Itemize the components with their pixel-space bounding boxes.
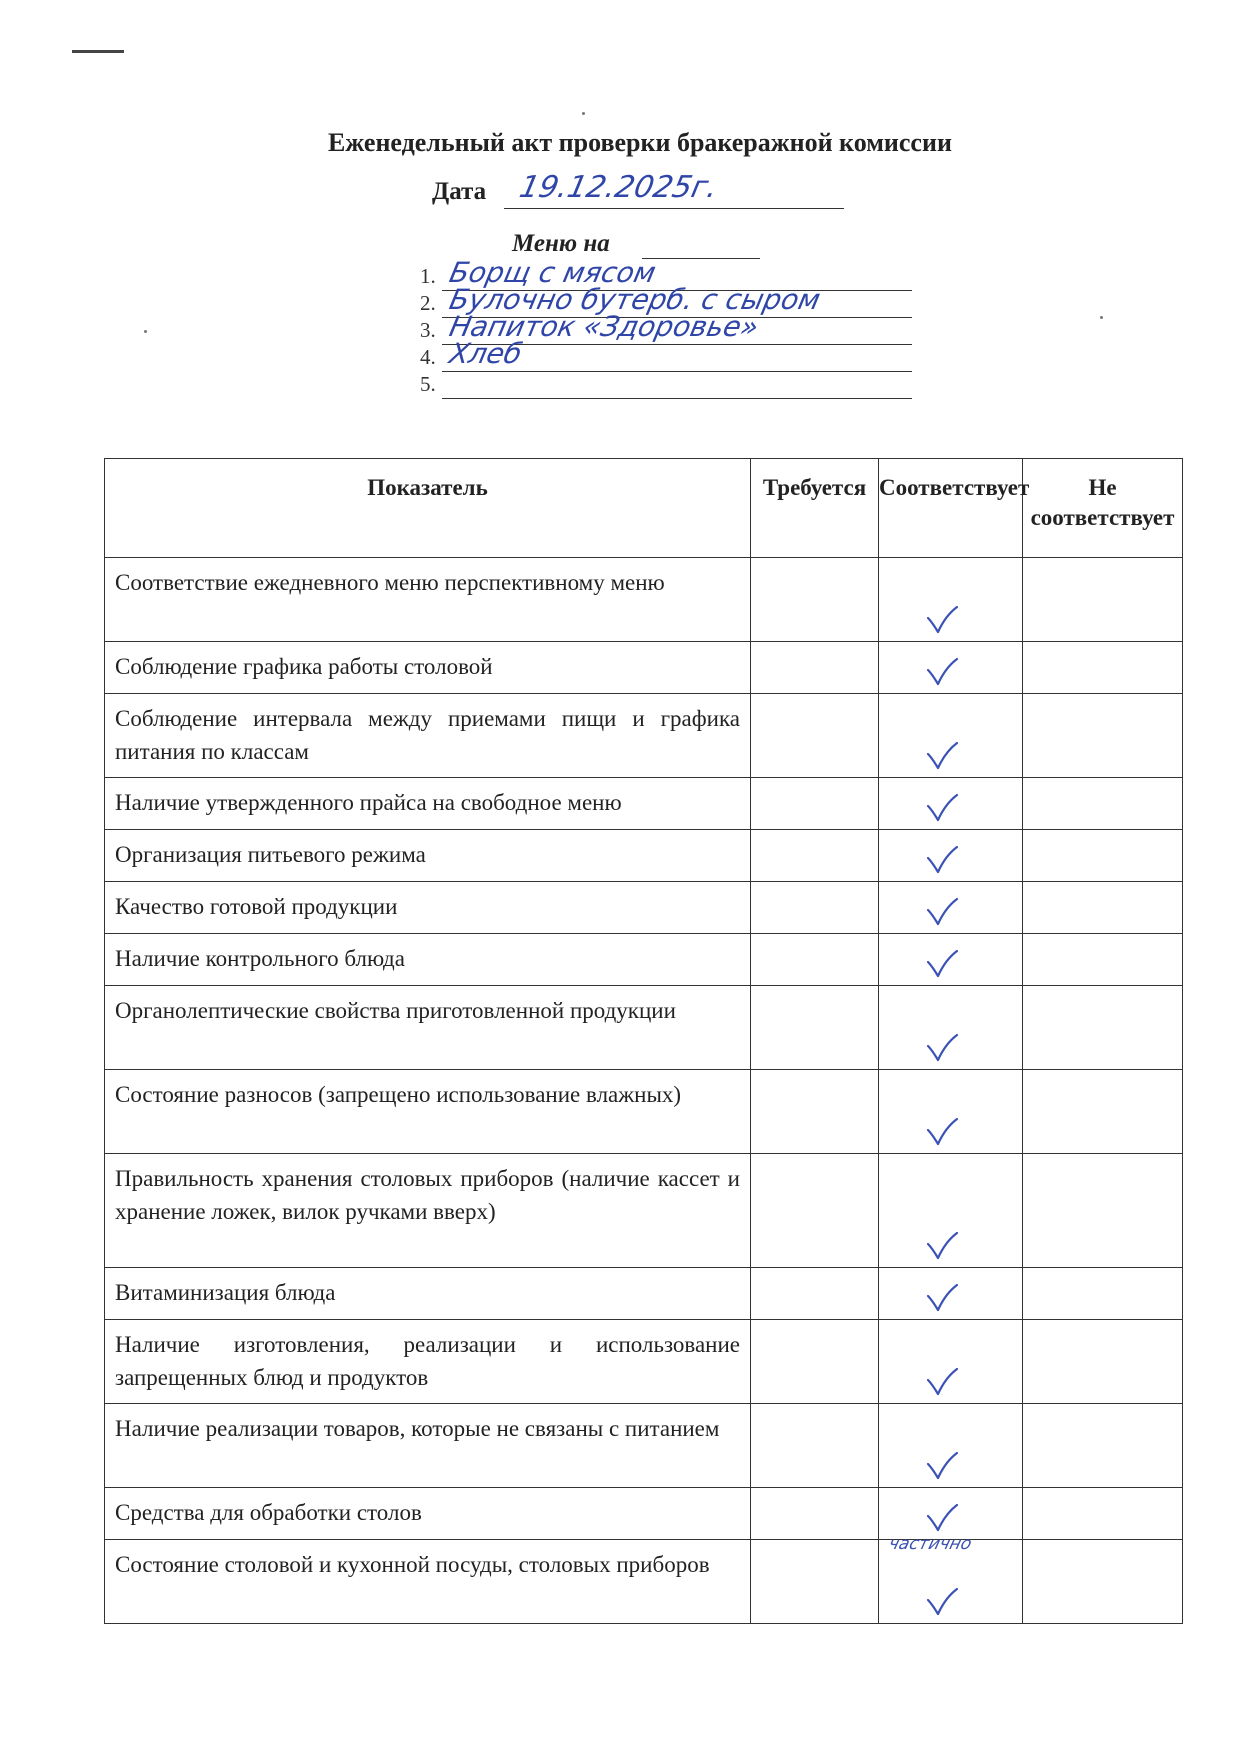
menu-heading [512, 230, 610, 258]
indicator-cell: Соблюдение графика работы столовой [105, 642, 751, 694]
complies-cell [879, 830, 1023, 882]
check-mark-icon [925, 1367, 959, 1397]
menu-item [420, 337, 910, 373]
table-row [105, 934, 1183, 986]
menu-item-number: 4. [420, 345, 436, 369]
not-complies-cell [1023, 694, 1183, 778]
table-row [105, 830, 1183, 882]
menu-underline [642, 258, 760, 259]
not-complies-cell [1023, 642, 1183, 694]
check-mark-icon [925, 1283, 959, 1313]
required-cell [751, 1488, 879, 1540]
indicator-cell: Наличие реализации товаров, которые не связаны с питанием [105, 1404, 751, 1488]
menu-item-text: Борщ с мясом [446, 256, 659, 289]
table-row [105, 1268, 1183, 1320]
not-complies-cell [1023, 1154, 1183, 1268]
not-complies-cell [1023, 1070, 1183, 1154]
not-complies-cell [1023, 830, 1183, 882]
required-cell [751, 934, 879, 986]
table-row [105, 694, 1183, 778]
check-mark-icon [925, 1451, 959, 1481]
not-complies-cell [1023, 1404, 1183, 1488]
menu-item-text: Напиток «Здоровье» [446, 310, 762, 343]
not-complies-cell [1023, 934, 1183, 986]
menu-label: Меню на [512, 230, 610, 257]
menu-item-number: 2. [420, 291, 436, 315]
menu-item-text: Хлеб [446, 337, 526, 370]
header-indicator: Показатель [105, 459, 751, 558]
check-mark-icon [925, 741, 959, 771]
table-row [105, 558, 1183, 642]
handwritten-note: частично [886, 1534, 974, 1554]
complies-cell [879, 778, 1023, 830]
indicator-cell: Правильность хранения столовых приборов (наличие кассет и хранение ложек, вилок ручками вверх) [105, 1154, 751, 1268]
scan-speck [1100, 316, 1103, 319]
check-mark-icon [925, 793, 959, 823]
indicator-cell: Средства для обработки столов [105, 1488, 751, 1540]
scan-speck [582, 112, 585, 115]
check-mark-icon [925, 1231, 959, 1261]
date-underline [504, 208, 844, 209]
check-mark-icon [925, 845, 959, 875]
required-cell [751, 694, 879, 778]
menu-item-underline [442, 398, 912, 399]
table-row [105, 1070, 1183, 1154]
required-cell [751, 1070, 879, 1154]
table-row [105, 986, 1183, 1070]
required-cell [751, 1268, 879, 1320]
date-value: 19.12.2025г. [516, 170, 721, 205]
complies-cell [879, 882, 1023, 934]
table-row [105, 1320, 1183, 1404]
table-row [105, 778, 1183, 830]
required-cell [751, 1540, 879, 1624]
indicator-cell: Наличие изготовления, реализации и использование запрещенных блюд и продуктов [105, 1320, 751, 1404]
indicator-cell: Соответствие ежедневного меню перспективному меню [105, 558, 751, 642]
table-row [105, 1154, 1183, 1268]
complies-cell [879, 1534, 1023, 1624]
not-complies-cell [1023, 1540, 1183, 1624]
header-not-complies: Не соответствует [1023, 459, 1183, 558]
check-mark-icon [925, 1033, 959, 1063]
complies-cell [879, 934, 1023, 986]
required-cell [751, 1154, 879, 1268]
table-row [105, 1540, 1183, 1624]
table-row [105, 1488, 1183, 1540]
not-complies-cell [1023, 1488, 1183, 1540]
scan-speck [144, 330, 147, 333]
indicator-cell: Органолептические свойства приготовленной продукции [105, 986, 751, 1070]
inspection-table [104, 458, 1183, 1624]
complies-cell [879, 1070, 1023, 1154]
required-cell [751, 558, 879, 642]
required-cell [751, 986, 879, 1070]
scan-mark [72, 50, 124, 53]
menu-item-text: Булочно бутерб. с сыром [446, 283, 824, 316]
indicator-cell: Организация питьевого режима [105, 830, 751, 882]
table-row [105, 882, 1183, 934]
menu-item-number: 5. [420, 372, 436, 396]
complies-cell [879, 1268, 1023, 1320]
menu-item-number: 1. [420, 264, 436, 288]
complies-cell [879, 986, 1023, 1070]
not-complies-cell [1023, 1320, 1183, 1404]
check-mark-icon [925, 1587, 959, 1617]
indicator-cell: Состояние разносов (запрещено использование влажных) [105, 1070, 751, 1154]
indicator-cell: Наличие утвержденного прайса на свободное меню [105, 778, 751, 830]
check-mark-icon [925, 897, 959, 927]
menu-item [420, 370, 910, 400]
required-cell [751, 830, 879, 882]
check-mark-icon [925, 1503, 959, 1533]
table-header-row [105, 459, 1183, 558]
complies-cell [879, 694, 1023, 778]
indicator-cell: Соблюдение интервала между приемами пищи и графика питания по классам [105, 694, 751, 778]
complies-cell [879, 1154, 1023, 1268]
indicator-cell: Наличие контрольного блюда [105, 934, 751, 986]
table-row [105, 1404, 1183, 1488]
required-cell [751, 1404, 879, 1488]
not-complies-cell [1023, 986, 1183, 1070]
not-complies-cell [1023, 778, 1183, 830]
menu-item-number: 3. [420, 318, 436, 342]
check-mark-icon [925, 949, 959, 979]
required-cell [751, 642, 879, 694]
complies-cell [879, 642, 1023, 694]
check-mark-icon [925, 1117, 959, 1147]
header-required: Требуется [751, 459, 879, 558]
check-mark-icon [925, 657, 959, 687]
not-complies-cell [1023, 882, 1183, 934]
complies-cell [879, 1404, 1023, 1488]
header-complies: Соответствует [879, 459, 1023, 558]
table-row [105, 642, 1183, 694]
not-complies-cell [1023, 558, 1183, 642]
complies-cell [879, 1488, 1023, 1540]
check-mark-icon [925, 605, 959, 635]
required-cell [751, 1320, 879, 1404]
document-title: Еженедельный акт проверки бракеражной комиссии [328, 128, 952, 157]
indicator-cell: Витаминизация блюда [105, 1268, 751, 1320]
complies-cell [879, 558, 1023, 642]
indicator-cell: Состояние столовой и кухонной посуды, столовых приборов [105, 1540, 751, 1624]
complies-cell [879, 1320, 1023, 1404]
not-complies-cell [1023, 1268, 1183, 1320]
required-cell [751, 882, 879, 934]
required-cell [751, 778, 879, 830]
date-label: Дата [432, 178, 487, 205]
indicator-cell: Качество готовой продукции [105, 882, 751, 934]
